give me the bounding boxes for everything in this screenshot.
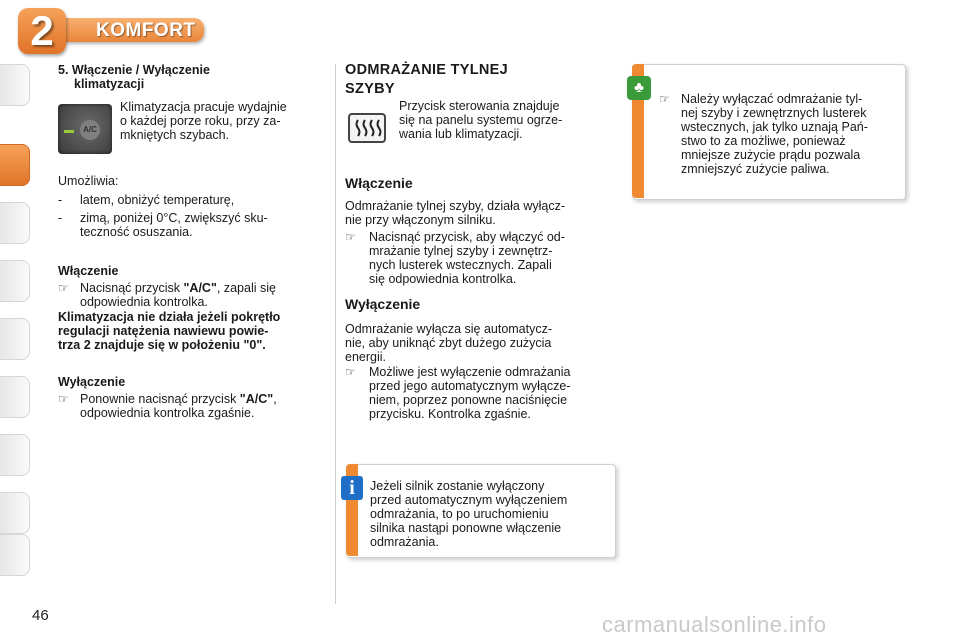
edge-tab-5[interactable]: [0, 318, 30, 360]
edge-tab-9[interactable]: [0, 534, 30, 576]
snowflake-icon: A/C: [80, 120, 100, 140]
eco-tree-icon: ♣: [627, 76, 651, 100]
hand-pointer-icon: ☞: [345, 230, 356, 244]
rear-defrost-off-text: Odmrażanie wyłącza się automatycz- nie, aby uniknąć zbyt dużego zużycia energii.: [345, 322, 553, 364]
page-number: 46: [32, 607, 49, 624]
rear-defrost-title: ODMRAŻANIE TYLNEJ SZYBY: [345, 62, 508, 97]
edge-tab-2-active[interactable]: [0, 144, 30, 186]
ac-indicator-led: [64, 130, 74, 133]
edge-tab-1[interactable]: [0, 64, 30, 106]
info-note-text: Jeżeli silnik zostanie wyłączony przed automatycznym wyłączeniem odmrażania, to po uruchomieniu silnika nastąpi ponowne włączenie odmrażania.: [370, 479, 568, 549]
hand-pointer-icon: ☞: [58, 281, 69, 295]
ac-button-icon: [58, 104, 112, 154]
section-title: 5. Włączenie / Wyłączenie klimatyzacji: [58, 63, 210, 91]
eco-tip-text: ☞ Należy wyłączać odmrażanie tyl- nej szyby i zewnętrznych lusterek wstecznych, jak tylko uznają Pań- stwo to za możliwe, ponieważ mniejsze zużycie prądu pozwala zmniejszyć zużycie paliwa.: [659, 92, 868, 176]
edge-tab-6[interactable]: [0, 376, 30, 418]
ac-off-instruction: ☞ Ponownie nacisnąć przycisk "A/C", odpowiednia kontrolka zgaśnie.: [58, 392, 277, 420]
rear-defrost-off-heading: Wyłączenie: [345, 296, 421, 312]
edge-tab-7[interactable]: [0, 434, 30, 476]
hand-pointer-icon: ☞: [659, 92, 670, 106]
info-icon: i: [341, 476, 363, 500]
rear-defrost-on-heading: Włączenie: [345, 175, 413, 191]
hand-pointer-icon: ☞: [345, 365, 356, 379]
ac-on-instruction: ☞ Nacisnąć przycisk "A/C", zapali się odpowiednia kontrolka.: [58, 281, 276, 309]
rear-defrost-intro: Przycisk sterowania znajduje się na panelu systemu ogrze- wania lub klimatyzacji.: [399, 99, 563, 141]
ac-on-heading: Włączenie: [58, 264, 119, 278]
edge-tab-8[interactable]: [0, 492, 30, 534]
edge-tab-3[interactable]: [0, 202, 30, 244]
ac-intro-text: Klimatyzacja pracuje wydajnie o każdej porze roku, przy za- mkniętych szybach.: [120, 100, 287, 142]
rear-defrost-on-text: Odmrażanie tylnej szyby, działa wyłącz- nie przy włączonym silniku.: [345, 199, 565, 227]
rear-defrost-off-instruction: ☞ Możliwe jest wyłączenie odmrażania przed jego automatycznym wyłącze- niem, poprzez ponowne naciśnięcie przycisku. Kontrolka zgaśnie.: [345, 365, 571, 421]
chapter-title: KOMFORT: [96, 20, 196, 41]
chapter-edge-tabs: [0, 64, 32, 576]
hand-pointer-icon: ☞: [58, 392, 69, 406]
chapter-number-badge: 2: [18, 8, 66, 54]
ac-warning-text: Klimatyzacja nie działa jeżeli pokrętło regulacji natężenia nawiewu powie- trza 2 znajduje się w położeniu "0".: [58, 310, 281, 352]
rear-defrost-on-instruction: ☞ Nacisnąć przycisk, aby włączyć od- mrażanie tylnej szyby i zewnętrz- nych lusterek wstecznych. Zapali się odpowiednia kontrolka.: [345, 230, 565, 286]
column-divider: [335, 64, 336, 604]
watermark-text: carmanualsonline.info: [602, 612, 827, 637]
rear-window-defrost-icon: [346, 108, 388, 148]
ac-allows-list: Umożliwia: - latem, obniżyć temperaturę, - zimą, poniżej 0°C, zwiększyć sku- teczność osuszania.: [58, 174, 268, 239]
edge-tab-4[interactable]: [0, 260, 30, 302]
ac-off-heading: Wyłączenie: [58, 375, 126, 389]
